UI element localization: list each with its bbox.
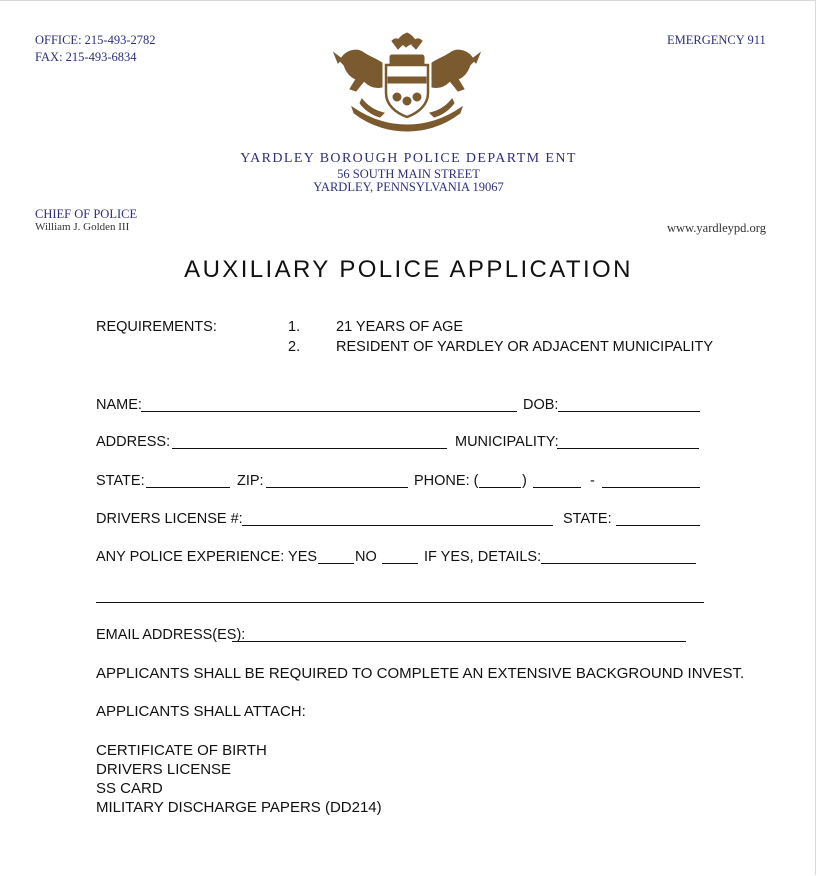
experience-yes-field[interactable] bbox=[318, 563, 354, 564]
page-title: AUXILIARY POLICE APPLICATION bbox=[184, 256, 633, 283]
phone-label: PHONE: ( bbox=[414, 473, 479, 489]
department-city: YARDLEY, PENNSYLVANIA 19067 bbox=[313, 180, 504, 194]
pennsylvania-crest-icon bbox=[322, 29, 492, 135]
requirement-text: 21 YEARS OF AGE bbox=[336, 319, 464, 335]
experience-details-field[interactable] bbox=[541, 563, 696, 564]
website-link[interactable]: www.yardleypd.org bbox=[667, 221, 766, 235]
dl-state-label: STATE: bbox=[563, 511, 612, 527]
attach-notice: APPLICANTS SHALL ATTACH: bbox=[96, 703, 306, 720]
requirement-number: 1. bbox=[288, 319, 301, 335]
chief-name: William J. Golden III bbox=[35, 221, 130, 233]
municipality-label: MUNICIPALITY: bbox=[455, 434, 559, 450]
state-field[interactable] bbox=[146, 487, 230, 488]
dl-state-field[interactable] bbox=[616, 525, 700, 526]
address-field[interactable] bbox=[172, 448, 447, 449]
attachment-item: SS CARD bbox=[96, 780, 163, 797]
dob-label: DOB: bbox=[523, 397, 559, 413]
department-name: YARDLEY BOROUGH POLICE DEPARTM ENT bbox=[240, 151, 577, 166]
experience-label: ANY POLICE EXPERIENCE: YES bbox=[96, 549, 318, 565]
email-label: EMAIL ADDRESS(ES): bbox=[96, 627, 246, 643]
municipality-field[interactable] bbox=[557, 448, 699, 449]
state-label: STATE: bbox=[96, 473, 145, 489]
experience-no-field[interactable] bbox=[382, 563, 418, 564]
attachment-item: DRIVERS LICENSE bbox=[96, 761, 232, 778]
attachment-item: CERTIFICATE OF BIRTH bbox=[96, 742, 267, 759]
emergency-number: EMERGENCY 911 bbox=[667, 33, 766, 47]
background-notice: APPLICANTS SHALL BE REQUIRED TO COMPLETE AN EXTENSIVE BACKGROUND INVEST. bbox=[96, 665, 745, 682]
fax-number: FAX: 215-493-6834 bbox=[35, 50, 137, 64]
name-label: NAME: bbox=[96, 397, 142, 413]
phone-paren-close: ) bbox=[522, 473, 527, 489]
office-phone: OFFICE: 215-493-2782 bbox=[35, 33, 156, 47]
dob-field[interactable] bbox=[558, 411, 700, 412]
email-field[interactable] bbox=[232, 641, 686, 642]
phone-dash: - bbox=[590, 473, 595, 489]
drivers-license-field[interactable] bbox=[242, 525, 553, 526]
phone-area-code-field[interactable] bbox=[479, 487, 521, 488]
experience-details-extra-field[interactable] bbox=[96, 602, 704, 603]
phone-line-field[interactable] bbox=[602, 487, 700, 488]
requirement-number: 2. bbox=[288, 339, 301, 355]
requirement-text: RESIDENT OF YARDLEY OR ADJACENT MUNICIPALITY bbox=[336, 339, 714, 355]
if-yes-label: IF YES, DETAILS: bbox=[424, 549, 542, 565]
drivers-license-label: DRIVERS LICENSE #: bbox=[96, 511, 243, 527]
phone-prefix-field[interactable] bbox=[533, 487, 581, 488]
attachment-item: MILITARY DISCHARGE PAPERS (DD214) bbox=[96, 799, 382, 816]
requirements-label: REQUIREMENTS: bbox=[96, 319, 217, 335]
name-field[interactable] bbox=[141, 411, 517, 412]
chief-title: CHIEF OF POLICE bbox=[35, 207, 138, 221]
experience-no-label: NO bbox=[355, 549, 377, 565]
zip-field[interactable] bbox=[266, 487, 408, 488]
department-street: 56 SOUTH MAIN STREET bbox=[337, 167, 480, 181]
zip-label: ZIP: bbox=[237, 473, 264, 489]
address-label: ADDRESS: bbox=[96, 434, 171, 450]
